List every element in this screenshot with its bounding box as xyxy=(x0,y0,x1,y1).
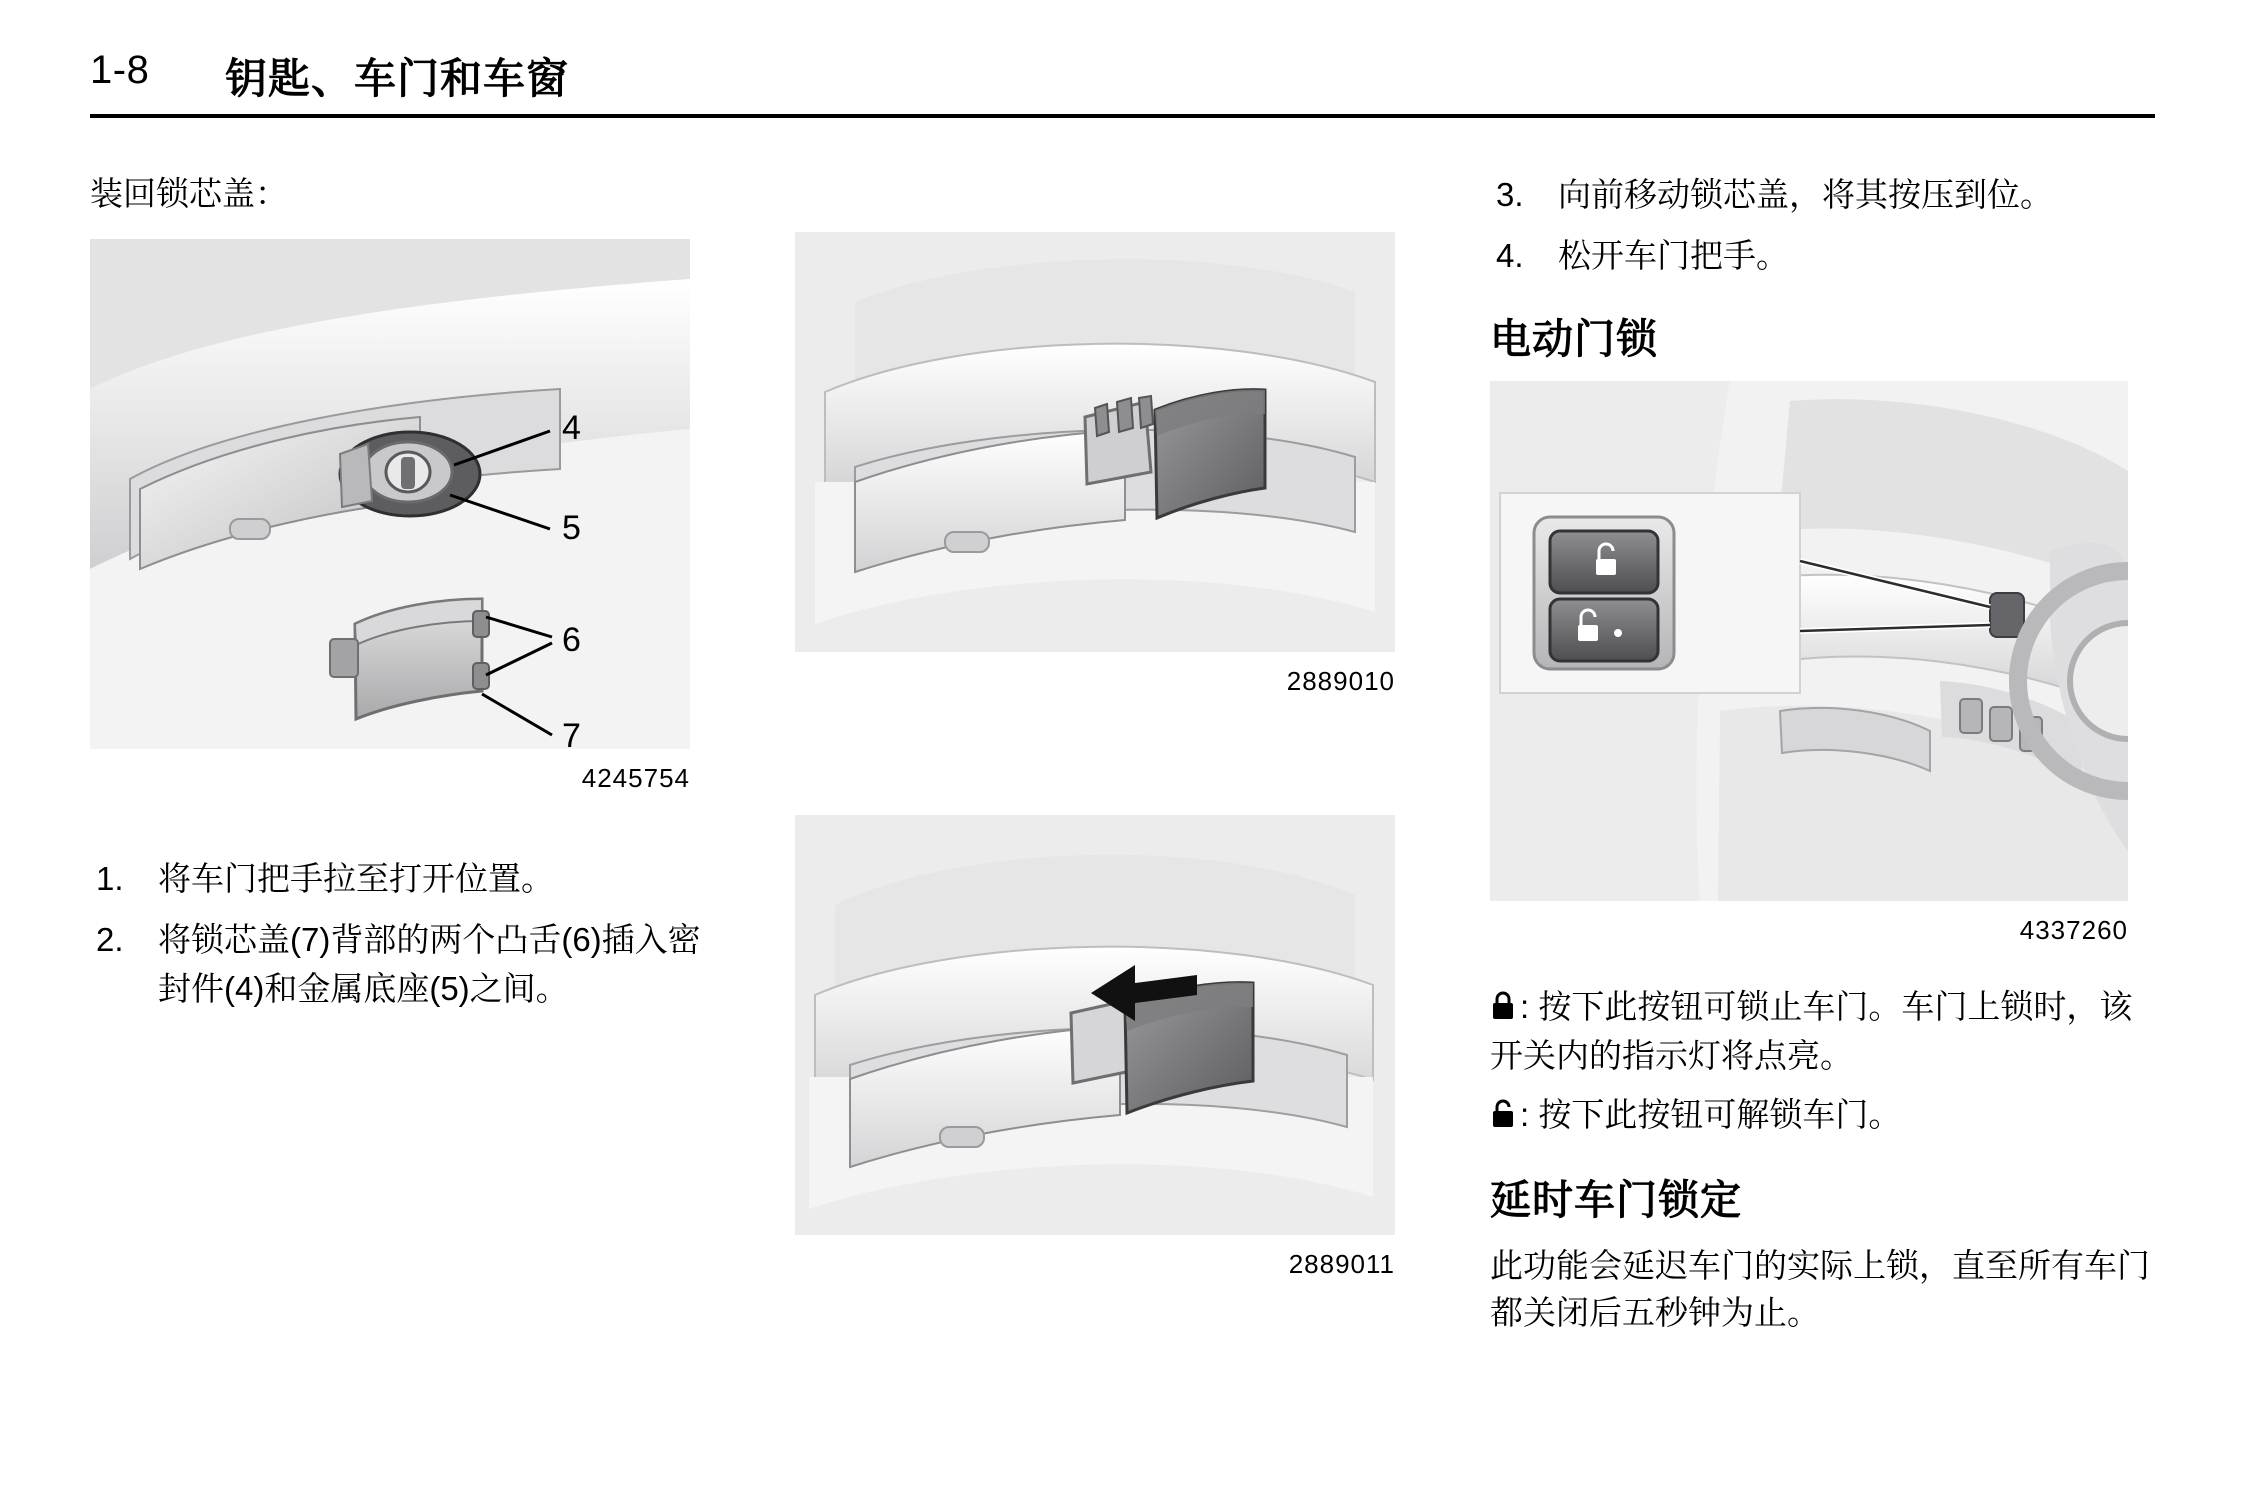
lock-open-icon xyxy=(1490,1099,1520,1129)
callout-5: 5 xyxy=(562,509,581,547)
callout-4: 4 xyxy=(562,409,581,447)
header-divider xyxy=(90,114,2155,118)
figure-caption-right: 4337260 xyxy=(2019,915,2128,945)
list-item xyxy=(90,915,730,1013)
figure-lock-cylinder-illustration xyxy=(90,239,690,749)
heading-delayed-locking: 延时车门锁定 xyxy=(1490,1177,1742,1223)
intro-text: 装回锁芯盖： xyxy=(90,175,288,212)
steps-list-right xyxy=(1490,170,2155,280)
figure-cover-install-illustration xyxy=(795,232,1395,652)
step-text: 将车门把手拉至打开位置。 xyxy=(158,860,554,897)
figure-cover-slide-illustration xyxy=(795,815,1395,1235)
step-marker: 4. xyxy=(1496,237,1524,274)
figure-caption-middle-bottom: 2889011 xyxy=(1288,1249,1395,1279)
figure-cover-slide-forward xyxy=(795,815,1395,1235)
figure-lock-cylinder-cover xyxy=(90,239,690,749)
heading-power-door-locks: 电动门锁 xyxy=(1490,316,1658,362)
lock-closed-icon xyxy=(1490,991,1520,1021)
legend-unlock-text: : 按下此按钮可解锁车门。 xyxy=(1520,1096,1902,1133)
page-title: 钥匙、车门和车窗 xyxy=(225,55,570,102)
step-text: 松开车门把手。 xyxy=(1558,237,1789,274)
legend-unlock-button xyxy=(1490,1090,2155,1139)
step-text: 向前移动锁芯盖，将其按压到位。 xyxy=(1558,176,2053,213)
legend-lock-text: : 按下此按钮可锁止车门。车门上锁时，该开关内的指示灯将点亮。 xyxy=(1490,988,2133,1074)
list-item xyxy=(90,854,730,903)
column-middle xyxy=(795,170,1435,1280)
steps-list-left xyxy=(90,854,730,1013)
callout-6: 6 xyxy=(562,621,581,659)
step-marker: 1. xyxy=(96,860,124,897)
column-left xyxy=(90,170,730,1025)
figure-caption-middle-top: 2889010 xyxy=(1286,666,1395,696)
page-header xyxy=(90,48,2155,120)
list-item xyxy=(1490,231,2155,280)
step-marker: 3. xyxy=(1496,176,1524,213)
list-item xyxy=(1490,170,2155,219)
callout-7: 7 xyxy=(562,717,581,749)
page-number: 1-8 xyxy=(90,48,150,92)
column-right xyxy=(1490,170,2155,1336)
figure-caption-left: 4245754 xyxy=(581,763,690,793)
figure-cover-install xyxy=(795,232,1395,652)
figure-door-interior-illustration xyxy=(1490,381,2128,901)
step-marker: 2. xyxy=(96,921,124,958)
figure-power-lock-switch xyxy=(1490,381,2128,901)
legend-lock-button xyxy=(1490,982,2155,1080)
delayed-locking-text: 此功能会延迟车门的实际上锁，直至所有车门都关闭后五秒钟为止。 xyxy=(1490,1247,2150,1331)
step-text: 将锁芯盖(7)背部的两个凸舌(6)插入密封件(4)和金属底座(5)之间。 xyxy=(158,921,701,1007)
